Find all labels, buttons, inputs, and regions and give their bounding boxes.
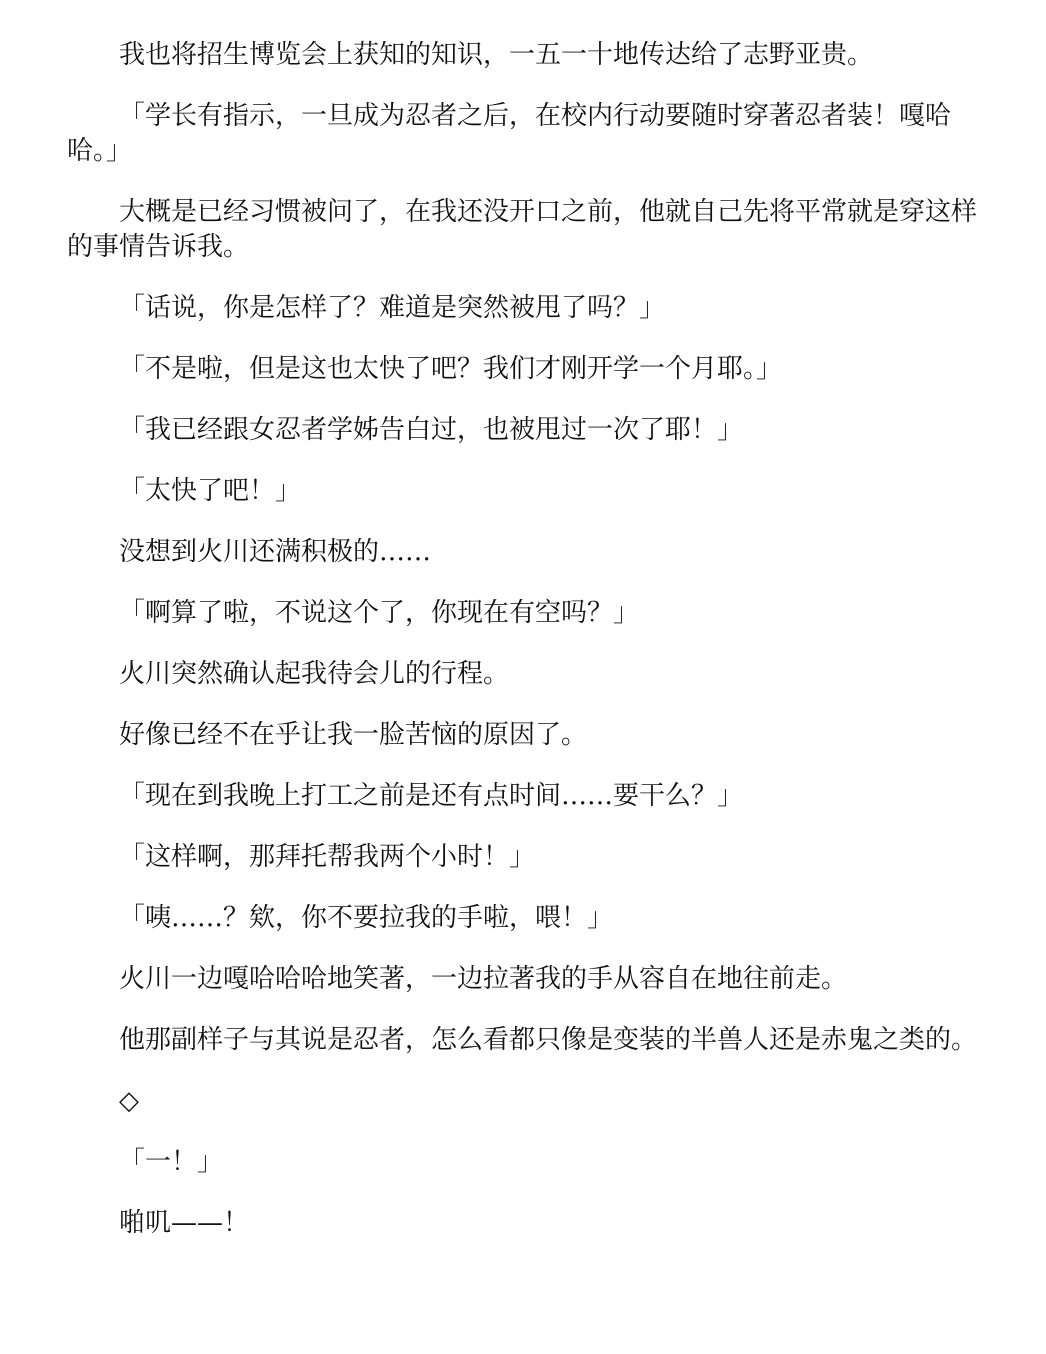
paragraph: 啪叽——！ <box>119 1208 250 1238</box>
paragraph: 没想到火川还满积极的…… <box>119 537 432 567</box>
paragraph: 「这样啊，那拜托帮我两个小时！」 <box>119 842 536 872</box>
paragraph: 「啊算了啦，不说这个了，你现在有空吗？」 <box>119 598 640 628</box>
paragraph: 他那副样子与其说是忍者，怎么看都只像是变装的半兽人还是赤鬼之类的。 <box>119 1025 978 1055</box>
paragraph: 火川一边嘎哈哈哈地笑著，一边拉著我的手从容自在地往前走。 <box>119 964 848 994</box>
paragraph: 「不是啦，但是这也太快了吧？我们才刚开学一个月耶。」 <box>119 354 783 384</box>
paragraph: 「太快了吧！」 <box>119 476 302 506</box>
paragraph: 「咦……？欸，你不要拉我的手啦，喂！」 <box>119 903 614 933</box>
paragraph: 好像已经不在乎让我一脸苦恼的原因了。 <box>119 720 588 750</box>
paragraph: 我也将招生博览会上获知的知识，一五一十地传达给了志野亚贵。 <box>119 40 874 70</box>
paragraph: 「现在到我晚上打工之前是还有点时间……要干么？」 <box>119 781 744 811</box>
paragraph: 「我已经跟女忍者学姊告白过，也被甩过一次了耶！」 <box>119 415 744 445</box>
paragraph: 「一！」 <box>119 1147 224 1177</box>
paragraph: 「学长有指示，一旦成为忍者之后，在校内行动要随时穿著忍者装！嘎哈哈。」 <box>67 101 952 166</box>
paragraph: 火川突然确认起我待会儿的行程。 <box>119 659 510 689</box>
section-break-diamond: ◇ <box>119 1086 139 1116</box>
paragraph: 大概是已经习惯被问了，在我还没开口之前，他就自己先将平常就是穿这样的事情告诉我。 <box>67 197 978 262</box>
paragraph: 「话说，你是怎样了？难道是突然被甩了吗？」 <box>119 293 666 323</box>
document-page <box>67 38 979 1267</box>
